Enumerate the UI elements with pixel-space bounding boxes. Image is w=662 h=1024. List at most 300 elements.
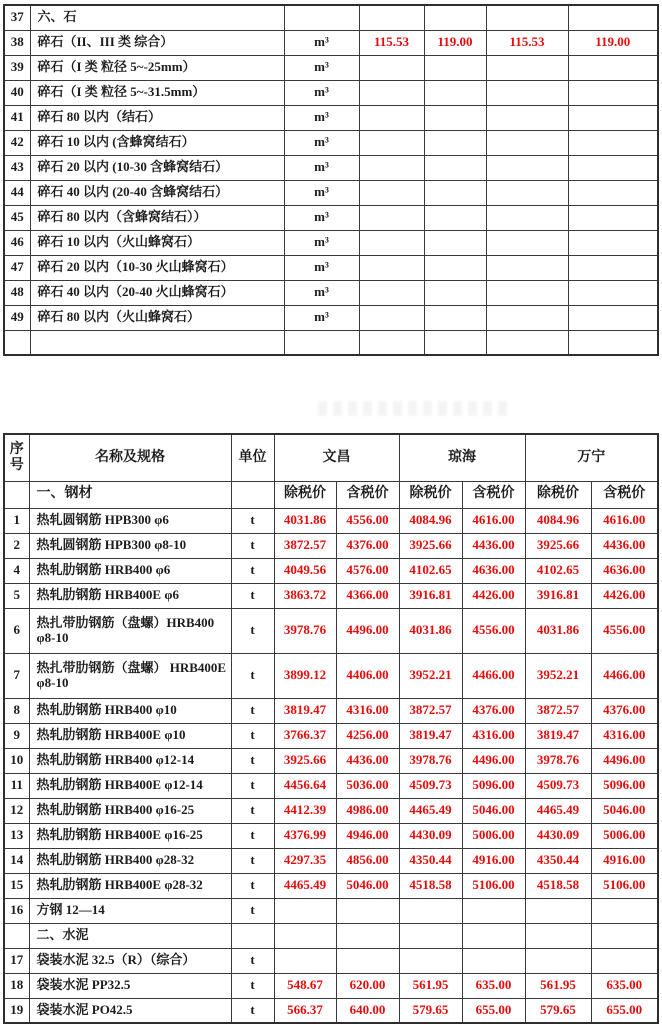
price-value: 3978.76 bbox=[274, 608, 336, 653]
item-unit: t bbox=[231, 508, 274, 533]
table-row bbox=[4, 973, 658, 998]
item-unit: t bbox=[231, 723, 274, 748]
price-value bbox=[568, 5, 658, 30]
price-value: 4350.44 bbox=[525, 848, 591, 873]
row-number: 48 bbox=[4, 280, 30, 305]
price-value bbox=[568, 230, 658, 255]
price-value: 561.95 bbox=[399, 973, 462, 998]
col-header-region-qionghai: 琼海 bbox=[399, 434, 525, 481]
col-header-inctax-wenchang: 含税价 bbox=[336, 481, 399, 508]
col-header-unit: 单位 bbox=[231, 434, 274, 481]
price-value: 4316.00 bbox=[591, 723, 658, 748]
price-value: 3952.21 bbox=[399, 653, 462, 698]
item-name: 袋装水泥 PO42.5 bbox=[29, 998, 231, 1023]
price-value: 3819.47 bbox=[525, 723, 591, 748]
price-value: 115.53 bbox=[359, 30, 424, 55]
price-value: 4412.39 bbox=[274, 798, 336, 823]
row-number: 16 bbox=[4, 898, 29, 923]
item-name: 碎石 80 以内（火山蜂窝石） bbox=[30, 305, 284, 330]
price-value: 5006.00 bbox=[462, 823, 525, 848]
item-name: 碎石 10 以内 (含蜂窝结石） bbox=[30, 130, 284, 155]
price-value bbox=[399, 898, 462, 923]
price-value: 566.37 bbox=[274, 998, 336, 1023]
item-unit: m³ bbox=[284, 55, 359, 80]
price-value bbox=[359, 205, 424, 230]
item-name: 热轧肋钢筋 HRB400E φ12-14 bbox=[29, 773, 231, 798]
table-row bbox=[4, 798, 658, 823]
price-value bbox=[424, 205, 486, 230]
price-value bbox=[486, 205, 568, 230]
item-unit: t bbox=[231, 583, 274, 608]
table-row bbox=[4, 873, 658, 898]
material-price-table bbox=[3, 433, 659, 1024]
price-value: 4426.00 bbox=[462, 583, 525, 608]
item-name: 热轧肋钢筋 HRB400 φ28-32 bbox=[29, 848, 231, 873]
price-value bbox=[359, 105, 424, 130]
row-number: 12 bbox=[4, 798, 29, 823]
price-value: 4376.99 bbox=[274, 823, 336, 848]
price-value: 3925.66 bbox=[399, 533, 462, 558]
item-unit: m³ bbox=[284, 130, 359, 155]
row-number: 46 bbox=[4, 230, 30, 255]
row-number bbox=[4, 923, 29, 948]
price-value bbox=[525, 948, 591, 973]
table-row bbox=[4, 80, 658, 105]
item-name bbox=[30, 330, 284, 355]
price-value: 5096.00 bbox=[591, 773, 658, 798]
price-value bbox=[424, 55, 486, 80]
price-value bbox=[399, 948, 462, 973]
price-value: 4518.58 bbox=[399, 873, 462, 898]
table-row bbox=[4, 698, 658, 723]
price-value bbox=[424, 180, 486, 205]
price-value bbox=[336, 923, 399, 948]
price-value bbox=[336, 948, 399, 973]
item-unit: t bbox=[231, 798, 274, 823]
price-value: 4465.49 bbox=[525, 798, 591, 823]
section-label: 二、水泥 bbox=[29, 923, 231, 948]
col-header-extax-qionghai: 除税价 bbox=[399, 481, 462, 508]
item-unit: t bbox=[231, 948, 274, 973]
item-unit: m³ bbox=[284, 255, 359, 280]
section-row bbox=[4, 5, 658, 30]
price-value bbox=[424, 230, 486, 255]
price-value bbox=[591, 923, 658, 948]
item-name: 袋装水泥 32.5（R）（综合） bbox=[29, 948, 231, 973]
price-value: 4556.00 bbox=[591, 608, 658, 653]
price-value bbox=[525, 923, 591, 948]
price-value bbox=[568, 105, 658, 130]
table-row bbox=[4, 998, 658, 1023]
table-row bbox=[4, 533, 658, 558]
price-value: 4436.00 bbox=[462, 533, 525, 558]
col-header-inctax-wanning: 含税价 bbox=[591, 481, 658, 508]
item-name: 碎石 40 以内 (20-40 含蜂窝结石） bbox=[30, 180, 284, 205]
price-value: 5096.00 bbox=[462, 773, 525, 798]
price-value bbox=[568, 55, 658, 80]
price-value bbox=[462, 898, 525, 923]
col-header-region-wenchang: 文昌 bbox=[274, 434, 399, 481]
price-value bbox=[359, 80, 424, 105]
item-unit bbox=[284, 330, 359, 355]
item-unit: m³ bbox=[284, 180, 359, 205]
price-value: 5046.00 bbox=[591, 798, 658, 823]
price-value: 4616.00 bbox=[462, 508, 525, 533]
price-value bbox=[568, 155, 658, 180]
row-number: 5 bbox=[4, 583, 29, 608]
row-number: 41 bbox=[4, 105, 30, 130]
price-value: 655.00 bbox=[591, 998, 658, 1023]
price-value: 4376.00 bbox=[462, 698, 525, 723]
price-value: 4465.49 bbox=[399, 798, 462, 823]
price-value: 4636.00 bbox=[462, 558, 525, 583]
steel-section-header-row bbox=[4, 481, 658, 508]
item-unit: t bbox=[231, 748, 274, 773]
item-name: 碎石 40 以内（20-40 火山蜂窝石） bbox=[30, 280, 284, 305]
price-value: 579.65 bbox=[525, 998, 591, 1023]
item-name: 热轧肋钢筋 HRB400E φ28-32 bbox=[29, 873, 231, 898]
price-value: 4636.00 bbox=[591, 558, 658, 583]
price-value bbox=[568, 330, 658, 355]
price-value: 3925.66 bbox=[274, 748, 336, 773]
table-row bbox=[4, 848, 658, 873]
row-number: 8 bbox=[4, 698, 29, 723]
price-value bbox=[486, 230, 568, 255]
item-name: 碎石（I 类 粒径 5~-31.5mm） bbox=[30, 80, 284, 105]
price-value: 4986.00 bbox=[336, 798, 399, 823]
price-value bbox=[462, 948, 525, 973]
price-value: 4436.00 bbox=[591, 533, 658, 558]
price-value bbox=[486, 155, 568, 180]
item-unit: t bbox=[231, 533, 274, 558]
price-value: 3952.21 bbox=[525, 653, 591, 698]
price-value: 4084.96 bbox=[399, 508, 462, 533]
table-row bbox=[4, 305, 658, 330]
price-value: 4256.00 bbox=[336, 723, 399, 748]
price-value bbox=[359, 55, 424, 80]
price-value bbox=[424, 155, 486, 180]
price-value bbox=[424, 130, 486, 155]
price-value: 4406.00 bbox=[336, 653, 399, 698]
price-value bbox=[568, 130, 658, 155]
price-value: 4916.00 bbox=[462, 848, 525, 873]
row-number: 15 bbox=[4, 873, 29, 898]
row-number: 45 bbox=[4, 205, 30, 230]
price-value: 4366.00 bbox=[336, 583, 399, 608]
price-value bbox=[424, 305, 486, 330]
price-value bbox=[486, 305, 568, 330]
price-value: 4456.64 bbox=[274, 773, 336, 798]
row-number bbox=[4, 330, 30, 355]
price-value bbox=[568, 255, 658, 280]
price-value: 4430.09 bbox=[525, 823, 591, 848]
price-value bbox=[486, 130, 568, 155]
price-value bbox=[359, 255, 424, 280]
price-value bbox=[424, 255, 486, 280]
price-value bbox=[359, 130, 424, 155]
table-row bbox=[4, 155, 658, 180]
price-value bbox=[424, 280, 486, 305]
table-row bbox=[4, 330, 658, 355]
item-unit: m³ bbox=[284, 105, 359, 130]
price-value bbox=[424, 80, 486, 105]
item-unit bbox=[284, 5, 359, 30]
price-value: 4496.00 bbox=[462, 748, 525, 773]
table-row bbox=[4, 280, 658, 305]
price-value bbox=[568, 205, 658, 230]
item-name: 热扎带肋钢筋（盘螺） HRB400E φ8-10 bbox=[29, 653, 231, 698]
col-header-seq: 序号 bbox=[4, 434, 29, 481]
table-row bbox=[4, 558, 658, 583]
price-value: 655.00 bbox=[462, 998, 525, 1023]
price-value: 3978.76 bbox=[525, 748, 591, 773]
price-value: 115.53 bbox=[486, 30, 568, 55]
price-value bbox=[486, 330, 568, 355]
section-label: 六、石 bbox=[30, 5, 284, 30]
item-name: 热轧圆钢筋 HPB300 φ6 bbox=[29, 508, 231, 533]
price-value: 635.00 bbox=[462, 973, 525, 998]
price-value bbox=[486, 55, 568, 80]
table-row bbox=[4, 180, 658, 205]
item-unit: m³ bbox=[284, 305, 359, 330]
item-unit: m³ bbox=[284, 30, 359, 55]
price-value: 5106.00 bbox=[591, 873, 658, 898]
price-value: 640.00 bbox=[336, 998, 399, 1023]
price-value: 4496.00 bbox=[336, 608, 399, 653]
section-steel-label: 一、钢材 bbox=[29, 481, 231, 508]
item-unit bbox=[231, 923, 274, 948]
stone-price-table bbox=[3, 4, 659, 356]
price-value bbox=[486, 280, 568, 305]
price-value: 4509.73 bbox=[399, 773, 462, 798]
row-number: 39 bbox=[4, 55, 30, 80]
price-value: 3916.81 bbox=[399, 583, 462, 608]
table-row bbox=[4, 55, 658, 80]
price-value: 3925.66 bbox=[525, 533, 591, 558]
price-value bbox=[462, 923, 525, 948]
item-unit: t bbox=[231, 773, 274, 798]
table-row bbox=[4, 508, 658, 533]
item-name: 热轧肋钢筋 HRB400 φ10 bbox=[29, 698, 231, 723]
price-value: 4576.00 bbox=[336, 558, 399, 583]
price-value: 620.00 bbox=[336, 973, 399, 998]
price-value: 4466.00 bbox=[462, 653, 525, 698]
price-value bbox=[591, 898, 658, 923]
price-value: 4031.86 bbox=[525, 608, 591, 653]
table-row bbox=[4, 583, 658, 608]
price-value bbox=[359, 180, 424, 205]
price-value bbox=[336, 898, 399, 923]
price-value: 4616.00 bbox=[591, 508, 658, 533]
price-value bbox=[359, 305, 424, 330]
item-unit: t bbox=[231, 558, 274, 583]
price-value: 3863.72 bbox=[274, 583, 336, 608]
price-value: 5006.00 bbox=[591, 823, 658, 848]
table-row bbox=[4, 105, 658, 130]
table-row bbox=[4, 30, 658, 55]
table-row bbox=[4, 653, 658, 698]
price-value: 3978.76 bbox=[399, 748, 462, 773]
row-number: 43 bbox=[4, 155, 30, 180]
price-value: 3872.57 bbox=[399, 698, 462, 723]
item-name: 热轧肋钢筋 HRB400 φ12-14 bbox=[29, 748, 231, 773]
col-header-region-wanning: 万宁 bbox=[525, 434, 658, 481]
price-value bbox=[568, 280, 658, 305]
row-number: 42 bbox=[4, 130, 30, 155]
item-unit: t bbox=[231, 998, 274, 1023]
price-value: 3872.57 bbox=[525, 698, 591, 723]
table-row bbox=[4, 205, 658, 230]
item-name: 碎石（II、III 类 综合） bbox=[30, 30, 284, 55]
price-value bbox=[486, 180, 568, 205]
item-unit: t bbox=[231, 608, 274, 653]
price-value: 5036.00 bbox=[336, 773, 399, 798]
price-value: 4556.00 bbox=[336, 508, 399, 533]
row-number: 17 bbox=[4, 948, 29, 973]
row-number: 38 bbox=[4, 30, 30, 55]
item-name: 热轧肋钢筋 HRB400E φ16-25 bbox=[29, 823, 231, 848]
row-number: 11 bbox=[4, 773, 29, 798]
price-value: 4518.58 bbox=[525, 873, 591, 898]
table-row bbox=[4, 130, 658, 155]
item-name: 热轧肋钢筋 HRB400 φ6 bbox=[29, 558, 231, 583]
section-row bbox=[4, 923, 658, 948]
item-name: 碎石（I 类 粒径 5~-25mm） bbox=[30, 55, 284, 80]
item-name: 方钢 12—14 bbox=[29, 898, 231, 923]
price-value: 561.95 bbox=[525, 973, 591, 998]
price-value bbox=[399, 923, 462, 948]
price-value bbox=[486, 5, 568, 30]
item-name: 碎石 80 以内（含蜂窝结石）） bbox=[30, 205, 284, 230]
row-number: 4 bbox=[4, 558, 29, 583]
price-value: 548.67 bbox=[274, 973, 336, 998]
price-value: 3819.47 bbox=[274, 698, 336, 723]
table-row bbox=[4, 230, 658, 255]
price-value: 3766.37 bbox=[274, 723, 336, 748]
price-value bbox=[568, 80, 658, 105]
item-unit: t bbox=[231, 698, 274, 723]
row-number: 2 bbox=[4, 533, 29, 558]
price-value: 4376.00 bbox=[591, 698, 658, 723]
price-value: 4466.00 bbox=[591, 653, 658, 698]
col-header-extax-wenchang: 除税价 bbox=[274, 481, 336, 508]
price-value bbox=[359, 330, 424, 355]
row-number: 1 bbox=[4, 508, 29, 533]
price-value bbox=[486, 255, 568, 280]
table-header-row bbox=[4, 434, 658, 481]
price-value: 4496.00 bbox=[591, 748, 658, 773]
col-header-inctax-qionghai: 含税价 bbox=[462, 481, 525, 508]
price-value bbox=[359, 280, 424, 305]
row-number: 49 bbox=[4, 305, 30, 330]
row-number: 13 bbox=[4, 823, 29, 848]
item-name: 热轧圆钢筋 HPB300 φ8-10 bbox=[29, 533, 231, 558]
price-value: 4376.00 bbox=[336, 533, 399, 558]
price-value: 119.00 bbox=[424, 30, 486, 55]
row-number: 44 bbox=[4, 180, 30, 205]
price-value: 5046.00 bbox=[336, 873, 399, 898]
item-unit: t bbox=[231, 898, 274, 923]
table-row bbox=[4, 608, 658, 653]
price-value bbox=[591, 948, 658, 973]
price-value: 5046.00 bbox=[462, 798, 525, 823]
price-value bbox=[486, 105, 568, 130]
row-number: 14 bbox=[4, 848, 29, 873]
price-value bbox=[359, 5, 424, 30]
table-row bbox=[4, 748, 658, 773]
item-unit: t bbox=[231, 848, 274, 873]
price-value bbox=[274, 948, 336, 973]
price-value bbox=[568, 305, 658, 330]
empty-cell bbox=[231, 481, 274, 508]
price-value: 4465.49 bbox=[274, 873, 336, 898]
price-value: 4856.00 bbox=[336, 848, 399, 873]
col-header-extax-wanning: 除税价 bbox=[525, 481, 591, 508]
price-value: 4426.00 bbox=[591, 583, 658, 608]
table-row bbox=[4, 948, 658, 973]
empty-cell bbox=[4, 481, 29, 508]
price-value: 4509.73 bbox=[525, 773, 591, 798]
item-name: 热轧肋钢筋 HRB400E φ10 bbox=[29, 723, 231, 748]
price-value: 4102.65 bbox=[399, 558, 462, 583]
price-value: 4102.65 bbox=[525, 558, 591, 583]
row-number: 19 bbox=[4, 998, 29, 1023]
price-value: 4031.86 bbox=[274, 508, 336, 533]
price-value: 4436.00 bbox=[336, 748, 399, 773]
price-value bbox=[359, 155, 424, 180]
price-value: 4084.96 bbox=[525, 508, 591, 533]
price-value: 3916.81 bbox=[525, 583, 591, 608]
row-number: 47 bbox=[4, 255, 30, 280]
price-value: 4297.35 bbox=[274, 848, 336, 873]
col-header-name: 名称及规格 bbox=[29, 434, 231, 481]
price-value bbox=[274, 898, 336, 923]
price-value bbox=[424, 105, 486, 130]
price-value bbox=[424, 330, 486, 355]
item-unit: t bbox=[231, 973, 274, 998]
item-unit: t bbox=[231, 823, 274, 848]
item-unit: m³ bbox=[284, 205, 359, 230]
item-name: 碎石 80 以内（结石） bbox=[30, 105, 284, 130]
price-value: 4430.09 bbox=[399, 823, 462, 848]
item-name: 袋装水泥 PP32.5 bbox=[29, 973, 231, 998]
price-value: 3872.57 bbox=[274, 533, 336, 558]
price-value: 5106.00 bbox=[462, 873, 525, 898]
table-row bbox=[4, 823, 658, 848]
price-value: 4316.00 bbox=[336, 698, 399, 723]
price-value bbox=[486, 80, 568, 105]
price-value: 119.00 bbox=[568, 30, 658, 55]
table-row bbox=[4, 898, 658, 923]
item-name: 热轧肋钢筋 HRB400E φ6 bbox=[29, 583, 231, 608]
item-unit: m³ bbox=[284, 230, 359, 255]
row-number: 9 bbox=[4, 723, 29, 748]
price-value: 4916.00 bbox=[591, 848, 658, 873]
item-name: 热轧肋钢筋 HRB400 φ16-25 bbox=[29, 798, 231, 823]
item-unit: m³ bbox=[284, 155, 359, 180]
price-value: 4556.00 bbox=[462, 608, 525, 653]
table-row bbox=[4, 255, 658, 280]
price-value: 4946.00 bbox=[336, 823, 399, 848]
price-value bbox=[525, 898, 591, 923]
row-number: 7 bbox=[4, 653, 29, 698]
item-name: 碎石 20 以内（10-30 火山蜂窝石） bbox=[30, 255, 284, 280]
row-number: 6 bbox=[4, 608, 29, 653]
table-row bbox=[4, 723, 658, 748]
row-number: 10 bbox=[4, 748, 29, 773]
item-name: 碎石 10 以内（火山蜂窝石） bbox=[30, 230, 284, 255]
item-unit: m³ bbox=[284, 80, 359, 105]
